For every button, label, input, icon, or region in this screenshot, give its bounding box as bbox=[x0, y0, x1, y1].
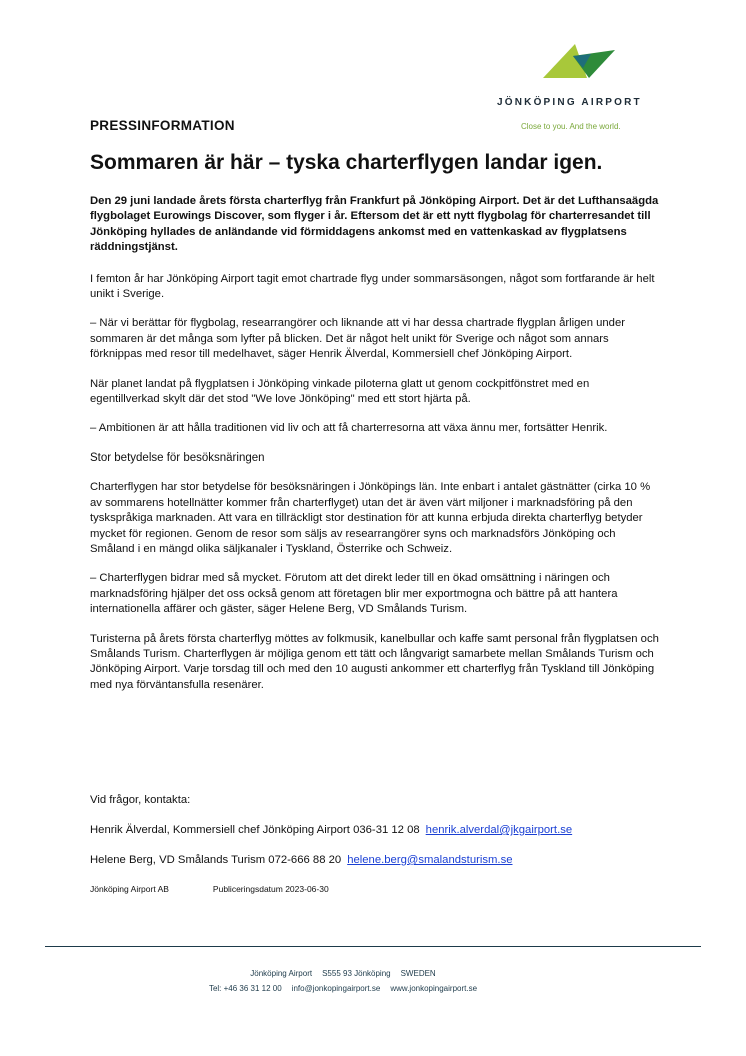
footer-address-line: S555 93 Jönköping bbox=[322, 969, 391, 978]
paragraph: När planet landat på flygplatsen i Jönköping vinkade piloterna glatt ut genom cockpitfönstret med en egentillverkad skylt där det stod "We love Jönköping" med ett stort hjärta på. bbox=[90, 377, 590, 406]
press-label: PRESSINFORMATION bbox=[90, 118, 235, 133]
footer-address bbox=[0, 969, 686, 978]
contact-helene-text: Helene Berg, VD Smålands Turism 072-666 88 20 bbox=[90, 854, 342, 866]
paragraph: Charterflygen har stor betydelse för besöksnäringen i Jönköpings län. Inte enbart i antalet gästnätter (cirka 10 % av sommarens hotellnätter kommer från charterflyget) utan det är även värt miljoner i marknadsföring på den tyskspråkiga marknaden. Att vara en tillräckligt stor destination för att kunna erbjuda direkta charterflyg betyder mycket för regionen. Genom de resor som säljs av researrangörer syns och marknadsförs Jönköping och Småland i en mängd olika säljkanaler i Tyskland, Österrike och Schweiz. bbox=[90, 481, 651, 555]
paragraph: I femton år har Jönköping Airport tagit emot chartrade flyg under sommarsäsongen, något som fortfarande är helt unikt i Sverige. bbox=[90, 272, 655, 301]
company-name: Jönköping Airport AB bbox=[90, 884, 169, 894]
section-heading: Stor betydelse för besöksnäringen bbox=[90, 451, 265, 464]
footer-phone: Tel: +46 36 31 12 00 bbox=[208, 984, 282, 993]
contact-henrik bbox=[90, 823, 572, 838]
footer-country: SWEDEN bbox=[400, 969, 436, 978]
footer-name: Jönköping Airport bbox=[250, 969, 313, 978]
paragraph: – När vi berättar för flygbolag, researrangörer och liknande att vi har dessa chartrade flygplan årligen under sommaren är det många som lyfter på blicken. Det är något helt unikt för Sverige och något som annars förknippas med resor till medelhavet, säger Henrik Älverdal, Kommersiell chef Jönköping Airport. bbox=[90, 317, 626, 361]
contact-helene bbox=[90, 853, 513, 868]
contact-henrik-text: Henrik Älverdal, Kommersiell chef Jönköping Airport 036-31 12 08 bbox=[90, 824, 420, 836]
footer-web[interactable]: www.jonkopingairport.se bbox=[390, 984, 478, 993]
footer-email[interactable]: info@jonkopingairport.se bbox=[291, 984, 381, 993]
lead-paragraph: Den 29 juni landade årets första charterflyg från Frankfurt på Jönköping Airport. Det är det Lufthansaägda flygbolaget Eurowings Discover, som flyger i år. Eftersom det är ett nytt flygbolag för charterresandet till Jönköping hyllades de anländande vid förmiddagens ankomst med en vattenkaskad av flygplatsens räddningstjänst. bbox=[90, 195, 659, 254]
article-body bbox=[90, 194, 660, 707]
brand-name: JÖNKÖPING AIRPORT bbox=[497, 97, 642, 108]
email-link-henrik[interactable]: henrik.alverdal@jkgairport.se bbox=[425, 824, 573, 836]
logo-wing-icon bbox=[543, 42, 615, 82]
contact-intro: Vid frågor, kontakta: bbox=[90, 794, 191, 806]
paragraph: – Charterflygen bidrar med så mycket. Förutom att det direkt leder till en ökad omsättning i näringen och marknadsföring hjälper det oss också genom att företagen blir mer exportmogna och bättre på att hantera internationella affärer och gäster, säger Helene Berg, VD Smålands Turism. bbox=[90, 572, 618, 616]
email-link-helene[interactable]: helene.berg@smalandsturism.se bbox=[347, 854, 513, 866]
footer-contact bbox=[0, 984, 686, 993]
paragraph: Turisterna på årets första charterflyg möttes av folkmusik, kanelbullar och kaffe samt personal från flygplatsen och Smålands Turism. Charterflygen är möjliga genom ett tätt och långvarigt samarbete mellan Smålands Turism och Jönköping Airport. Varje torsdag till och med den 10 augusti ankommer ett charterflyg från Tyskland till Jönköping med nya förväntansfulla resenärer. bbox=[90, 632, 659, 691]
footer-divider bbox=[45, 946, 701, 947]
page-title: Sommaren är här – tyska charterflygen landar igen. bbox=[90, 151, 603, 174]
paragraph: – Ambitionen är att hålla traditionen vid liv och att få charterresorna att växa ännu mer, fortsätter Henrik. bbox=[90, 422, 608, 435]
brand-tagline: Close to you. And the world. bbox=[521, 122, 621, 131]
publication-meta bbox=[90, 884, 329, 894]
publication-date: Publiceringsdatum 2023-06-30 bbox=[212, 884, 329, 894]
